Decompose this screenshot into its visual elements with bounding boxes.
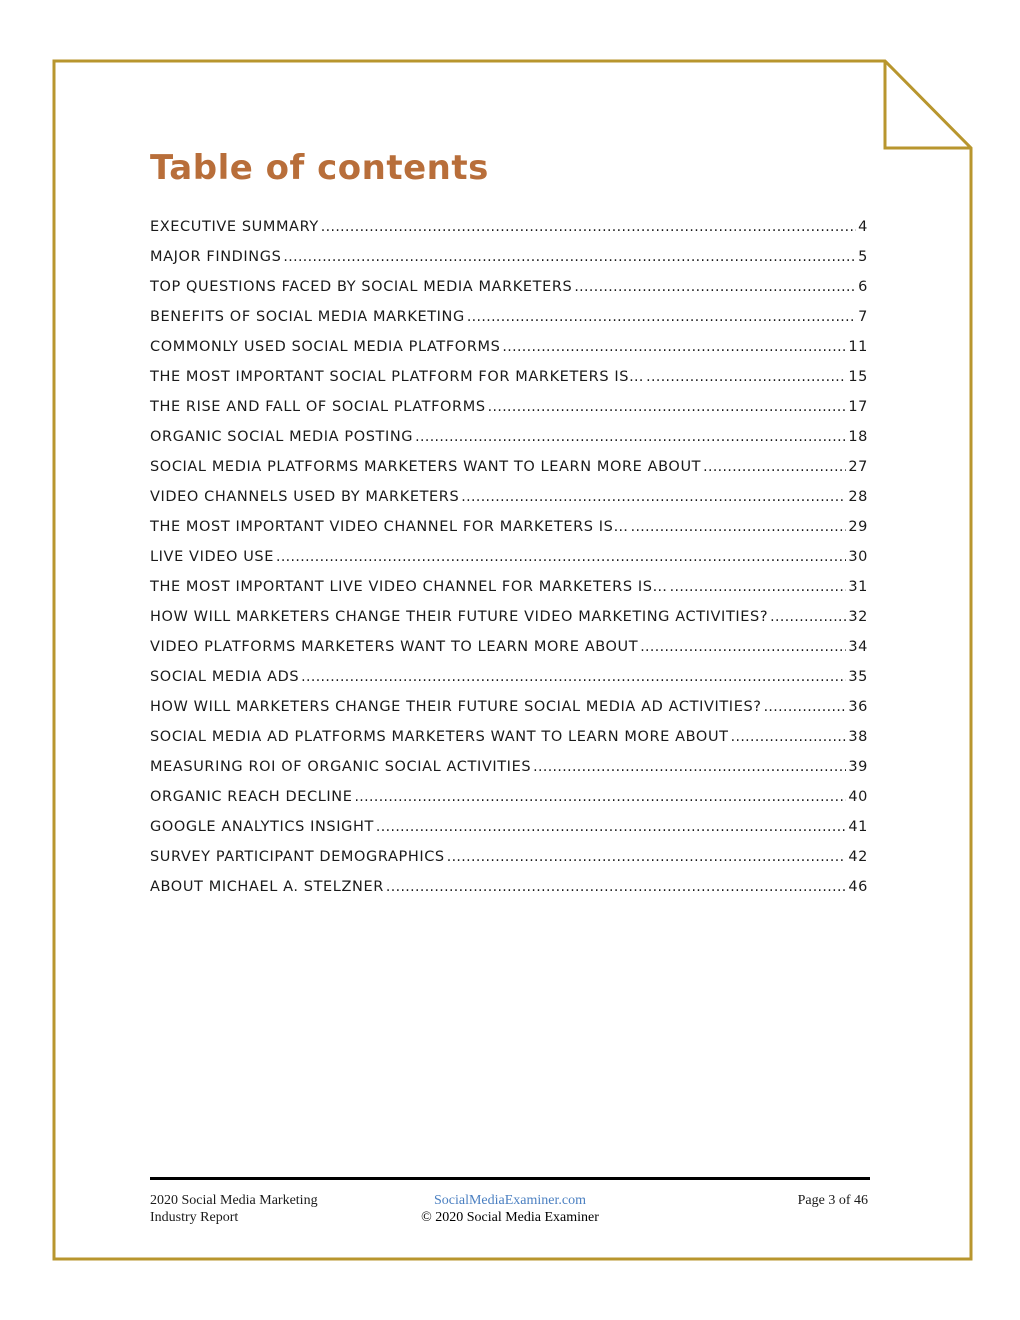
page-number-indicator: Page 3 of 46 bbox=[797, 1193, 868, 1208]
toc-dot-leader bbox=[321, 212, 856, 242]
toc-entry[interactable] bbox=[150, 272, 868, 302]
toc-entry[interactable] bbox=[150, 422, 868, 452]
toc-entry[interactable] bbox=[150, 692, 868, 722]
toc-entry-page-number: 46 bbox=[848, 879, 868, 895]
toc-entry-label: ABOUT MICHAEL A. STELZNER bbox=[150, 879, 384, 895]
toc-dot-leader bbox=[670, 572, 847, 602]
toc-entry-label: LIVE VIDEO USE bbox=[150, 549, 274, 565]
toc-entry-label: BENEFITS OF SOCIAL MEDIA MARKETING bbox=[150, 309, 465, 325]
toc-dot-leader bbox=[447, 842, 847, 872]
toc-entry-page-number: 40 bbox=[848, 789, 868, 805]
toc-entry-label: VIDEO CHANNELS USED BY MARKETERS bbox=[150, 489, 460, 505]
toc-entry-label: HOW WILL MARKETERS CHANGE THEIR FUTURE VIDEO MARKETING ACTIVITIES? bbox=[150, 609, 769, 625]
toc-entry-page-number: 17 bbox=[848, 399, 868, 415]
toc-entry[interactable] bbox=[150, 362, 868, 392]
toc-entry[interactable] bbox=[150, 452, 868, 482]
copyright-text: © 2020 Social Media Examiner bbox=[421, 1210, 599, 1225]
toc-entry-label: HOW WILL MARKETERS CHANGE THEIR FUTURE SOCIAL MEDIA AD ACTIVITIES? bbox=[150, 699, 762, 715]
toc-dot-leader bbox=[646, 362, 846, 392]
footer-report-line2: Industry Report bbox=[150, 1210, 239, 1225]
toc-entry-page-number: 11 bbox=[848, 339, 868, 355]
toc-entry-page-number: 6 bbox=[858, 279, 868, 295]
toc-entry-page-number: 39 bbox=[848, 759, 868, 775]
toc-entry-label: THE MOST IMPORTANT SOCIAL PLATFORM FOR MARKETERS IS… bbox=[150, 369, 645, 385]
toc-entry-label: EXECUTIVE SUMMARY bbox=[150, 219, 319, 235]
toc-dot-leader bbox=[386, 872, 846, 902]
footer-report-line1: 2020 Social Media Marketing bbox=[150, 1193, 318, 1208]
toc-entry-label: VIDEO PLATFORMS MARKETERS WANT TO LEARN MORE ABOUT bbox=[150, 639, 639, 655]
toc-entry-label: THE MOST IMPORTANT LIVE VIDEO CHANNEL FOR MARKETERS IS… bbox=[150, 579, 668, 595]
toc-entry[interactable] bbox=[150, 242, 868, 272]
toc-entry-page-number: 7 bbox=[858, 309, 868, 325]
toc-entry[interactable] bbox=[150, 752, 868, 782]
footer-center-block bbox=[360, 1192, 660, 1226]
toc-entry-page-number: 31 bbox=[848, 579, 868, 595]
footer-divider bbox=[150, 1177, 870, 1180]
toc-entry-label: COMMONLY USED SOCIAL MEDIA PLATFORMS bbox=[150, 339, 501, 355]
toc-dot-leader bbox=[276, 542, 846, 572]
toc-dot-leader bbox=[283, 242, 856, 272]
toc-entry-page-number: 38 bbox=[848, 729, 868, 745]
toc-dot-leader bbox=[415, 422, 846, 452]
toc-entry-page-number: 28 bbox=[848, 489, 868, 505]
toc-entry-label: SURVEY PARTICIPANT DEMOGRAPHICS bbox=[150, 849, 445, 865]
toc-entry-label: SOCIAL MEDIA ADS bbox=[150, 669, 300, 685]
toc-entry-page-number: 18 bbox=[848, 429, 868, 445]
page-title: Table of contents bbox=[150, 148, 489, 188]
toc-dot-leader bbox=[770, 602, 846, 632]
toc-entry[interactable] bbox=[150, 482, 868, 512]
toc-dot-leader bbox=[467, 302, 856, 332]
toc-dot-leader bbox=[764, 692, 847, 722]
toc-entry-page-number: 32 bbox=[848, 609, 868, 625]
toc-entry[interactable] bbox=[150, 542, 868, 572]
toc-entry-page-number: 4 bbox=[858, 219, 868, 235]
table-of-contents bbox=[150, 212, 868, 902]
toc-entry-label: ORGANIC SOCIAL MEDIA POSTING bbox=[150, 429, 414, 445]
toc-entry[interactable] bbox=[150, 872, 868, 902]
toc-entry[interactable] bbox=[150, 392, 868, 422]
toc-entry[interactable] bbox=[150, 842, 868, 872]
toc-entry-page-number: 15 bbox=[848, 369, 868, 385]
toc-dot-leader bbox=[640, 632, 846, 662]
toc-entry-label: ORGANIC REACH DECLINE bbox=[150, 789, 353, 805]
toc-entry[interactable] bbox=[150, 632, 868, 662]
toc-dot-leader bbox=[703, 452, 846, 482]
toc-entry[interactable] bbox=[150, 302, 868, 332]
toc-entry[interactable] bbox=[150, 512, 868, 542]
toc-entry-page-number: 29 bbox=[848, 519, 868, 535]
toc-entry-page-number: 27 bbox=[848, 459, 868, 475]
toc-entry-page-number: 5 bbox=[858, 249, 868, 265]
toc-entry-label: MEASURING ROI OF ORGANIC SOCIAL ACTIVITIES bbox=[150, 759, 532, 775]
toc-entry-label: GOOGLE ANALYTICS INSIGHT bbox=[150, 819, 374, 835]
toc-entry[interactable] bbox=[150, 602, 868, 632]
website-link[interactable]: SocialMediaExaminer.com bbox=[433, 1193, 586, 1208]
toc-entry-page-number: 41 bbox=[848, 819, 868, 835]
toc-entry[interactable] bbox=[150, 662, 868, 692]
toc-entry-page-number: 36 bbox=[848, 699, 868, 715]
toc-entry-label: THE MOST IMPORTANT VIDEO CHANNEL FOR MARKETERS IS… bbox=[150, 519, 629, 535]
toc-dot-leader bbox=[731, 722, 847, 752]
toc-entry[interactable] bbox=[150, 782, 868, 812]
toc-dot-leader bbox=[631, 512, 847, 542]
toc-entry[interactable] bbox=[150, 722, 868, 752]
toc-dot-leader bbox=[376, 812, 846, 842]
toc-dot-leader bbox=[502, 332, 846, 362]
toc-dot-leader bbox=[574, 272, 856, 302]
toc-entry[interactable] bbox=[150, 212, 868, 242]
toc-entry[interactable] bbox=[150, 332, 868, 362]
toc-dot-leader bbox=[488, 392, 847, 422]
toc-dot-leader bbox=[301, 662, 846, 692]
toc-dot-leader bbox=[354, 782, 846, 812]
toc-entry-label: SOCIAL MEDIA AD PLATFORMS MARKETERS WANT TO LEARN MORE ABOUT bbox=[150, 729, 729, 745]
toc-entry-page-number: 34 bbox=[848, 639, 868, 655]
toc-entry-label: TOP QUESTIONS FACED BY SOCIAL MEDIA MARKETERS bbox=[150, 279, 573, 295]
toc-dot-leader bbox=[461, 482, 846, 512]
toc-entry-label: MAJOR FINDINGS bbox=[150, 249, 282, 265]
toc-entry-label: SOCIAL MEDIA PLATFORMS MARKETERS WANT TO LEARN MORE ABOUT bbox=[150, 459, 702, 475]
toc-entry-page-number: 42 bbox=[848, 849, 868, 865]
toc-entry[interactable] bbox=[150, 572, 868, 602]
toc-dot-leader bbox=[533, 752, 846, 782]
toc-entry-page-number: 30 bbox=[848, 549, 868, 565]
toc-entry-label: THE RISE AND FALL OF SOCIAL PLATFORMS bbox=[150, 399, 486, 415]
footer-report-name bbox=[150, 1192, 370, 1226]
toc-entry-page-number: 35 bbox=[848, 669, 868, 685]
toc-entry[interactable] bbox=[150, 812, 868, 842]
